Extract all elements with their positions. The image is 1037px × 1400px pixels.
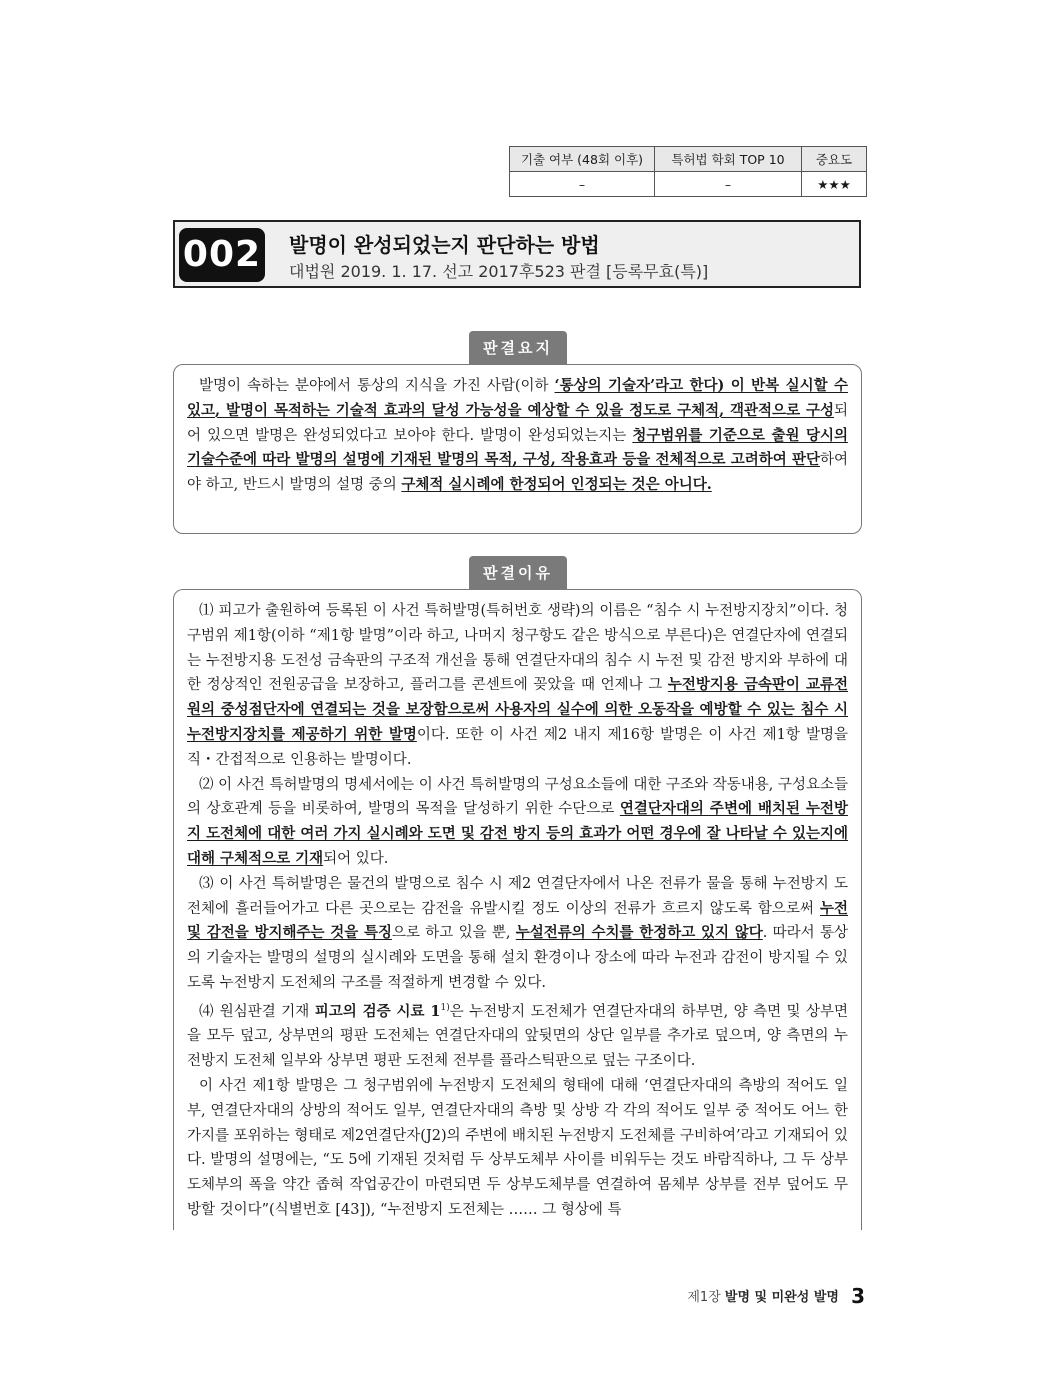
chapter-title: 발명 및 미완성 발명 <box>724 1290 839 1305</box>
summary-box <box>173 364 862 534</box>
text-run: 발명이 속하는 분야에서 통상의 지식을 가진 사람(이하 <box>199 378 555 394</box>
emphasis-text: 청구범위를 기준으로 출원 당시의 기술수준에 따라 발명의 설명에 기재된 발명의 목적, 구성, 작용효과 등을 전체적으로 고려하여 판단 <box>187 426 848 469</box>
meta-header-top10: 특허법 학회 TOP 10 <box>655 147 802 172</box>
reason-paragraph <box>187 872 848 996</box>
text-run: 이 사건 제1항 발명은 그 청구범위에 누전방지 도전체의 형태에 대해 ‘연결단자대의 측방의 적어도 일부, 연결단자대의 상방의 적어도 일부, 연결단자대의 측방 및 상방 각 각의 적어도 일부 중 적어도 어느 한 가지를 포위하는 형태로 제2연결단자(J2)의 주변에 배치된 누전방지 도전체를 구비하여’라고 기재되어 있다. 발명의 설명에는, “도 5에 기재된 것처럼 두 상부도체부 사이를 비워두는 것도 바람직하나, 그 두 상부도체부의 폭을 약간 좁혀 작업공간이 마련되면 두 상부도체부를 연결하여 몸체부 상부를 전부 덮어도 무방할 것이다”(식별번호 [43]), “누전방지 도전체는 …… 그 형상에 특 <box>187 1077 848 1218</box>
meta-value-top10: – <box>655 172 802 197</box>
meta-header-row <box>510 147 867 172</box>
meta-header-exam: 기출 여부 (48회 이후) <box>510 147 655 172</box>
reasons-body <box>187 599 848 1223</box>
text-run: . 따라서 통상의 기술자는 발명의 설명의 실시례와 도면을 통해 설치 환경이나 장소에 따라 누전과 감전이 방지될 수 있도록 누전방지 도전체의 구조를 적절하게 변경할 수 있다. <box>187 925 848 991</box>
emphasis-text: ‘통상의 기술자’라고 한다) 이 반복 실시할 수 있고, 발명이 목적하는 기술적 효과의 달성 가능성을 예상할 수 있을 정도로 구체적, 객관적으로 구성 <box>187 377 848 419</box>
chapter-number: 제1장 <box>687 1290 721 1305</box>
text-run: 으로 하고 있을 뿐, <box>391 925 516 942</box>
meta-value-exam: – <box>510 172 655 197</box>
reason-paragraph <box>187 996 848 1074</box>
reason-paragraph <box>187 773 848 872</box>
text-run: 되어 있으면 발명은 완성되었다고 보아야 한다. 발명이 완성되었는지는 <box>187 402 848 444</box>
emphasis-text: 연결단자대의 주변에 배치된 누전방지 도전체에 대한 여러 가지 실시례와 도면 및 감전 방지 등의 효과가 어떤 경우에 잘 나타날 수 있는지에 대해 구체적으로 기재 <box>187 800 849 867</box>
case-citation: 대법원 2019. 1. 17. 선고 2017후523 판결 [등록무효(특)] <box>289 262 709 281</box>
text-run: ⑷ 원심판결 기재 <box>199 1003 315 1020</box>
bold-text: 피고의 검증 시료 1 <box>314 1002 441 1020</box>
reasons-box <box>173 589 862 1230</box>
text-run: 하여야 하고, 반드시 발명의 설명 중의 <box>187 452 848 494</box>
footnote-ref: 1) <box>440 1002 450 1013</box>
emphasis-text: 누전방지용 금속판이 교류전원의 중성점단자에 연결되는 것을 보장함으로써 사용자의 실수에 의한 오동작을 예방할 수 있는 침수 시 누전방지장치를 제공하기 위한 발명 <box>187 676 848 743</box>
text-run: 되어 있다. <box>323 850 389 867</box>
text-run: 이다. 또한 이 사건 제2 내지 제16항 발명은 이 사건 제1항 발명을 직・간접적으로 인용하는 발명이다. <box>187 726 849 768</box>
case-number-badge: 002 <box>179 228 265 282</box>
text-run: ⑵ 이 사건 특허발명의 명세서에는 이 사건 특허발명의 구성요소들에 대한 구조와 작동내용, 구성요소들의 상호관계 등을 비롯하여, 발명의 목적을 달성하기 위한 수단으로 <box>187 776 848 818</box>
text-run: ⑴ 피고가 출원하여 등록된 이 사건 특허발명(특허번호 생략)의 이름은 “침수 시 누전방지장치”이다. 청구범위 제1항(이하 “제1항 발명”이라 하고, 나머지 청구항도 같은 방식으로 부른다)은 연결단자에 연결되는 누전방지용 도전성 금속판의 구조적 개선을 통해 연결단자대의 침수 시 누전 및 감전 방지와 부하에 대한 정상적인 전원공급을 보장하고, 플러그를 콘센트에 꽂았을 때 언제나 그 <box>187 603 848 694</box>
page-footer <box>687 1284 865 1308</box>
tab-reasons: 판결이유 <box>469 556 567 590</box>
reason-paragraph <box>187 599 848 773</box>
text-run: ⑶ 이 사건 특허발명은 물건의 발명으로 침수 시 제2 연결단자에서 나온 전류가 물을 통해 누전방지 도전체에 흘러들어가고 다른 곳으로는 감전을 유발시킬 정도 이상의 전류가 흐르지 않도록 함으로써 <box>187 875 848 917</box>
text-run: 은 누전방지 도전체가 연결단자대의 하부면, 양 측면 및 상부면을 모두 덮고, 상부면의 평판 도전체는 연결단자대의 앞뒷면의 상단 일부를 추가로 덮으며, 양 측면의 누전방지 도전체 일부와 상부면 평판 도전체 전부를 플라스틱판으로 덮는 구조이다. <box>187 1003 848 1070</box>
summary-paragraph <box>187 374 848 498</box>
meta-value-row <box>510 172 867 197</box>
emphasis-text: 누설전류의 수치를 한정하고 있지 않다 <box>515 924 763 942</box>
meta-value-importance: ★★★ <box>802 172 867 197</box>
emphasis-text: 구체적 실시례에 한정되어 인정되는 것은 아니다. <box>401 476 712 494</box>
meta-table <box>509 146 867 197</box>
emphasis-text: 누전 및 감전을 방지해주는 것을 특징 <box>187 899 848 942</box>
page-title: 발명이 완성되었는지 판단하는 방법 <box>289 233 600 257</box>
tab-summary: 판결요지 <box>469 331 567 365</box>
page-number: 3 <box>851 1284 865 1308</box>
reason-paragraph <box>187 1074 848 1223</box>
meta-header-importance: 중요도 <box>802 147 867 172</box>
